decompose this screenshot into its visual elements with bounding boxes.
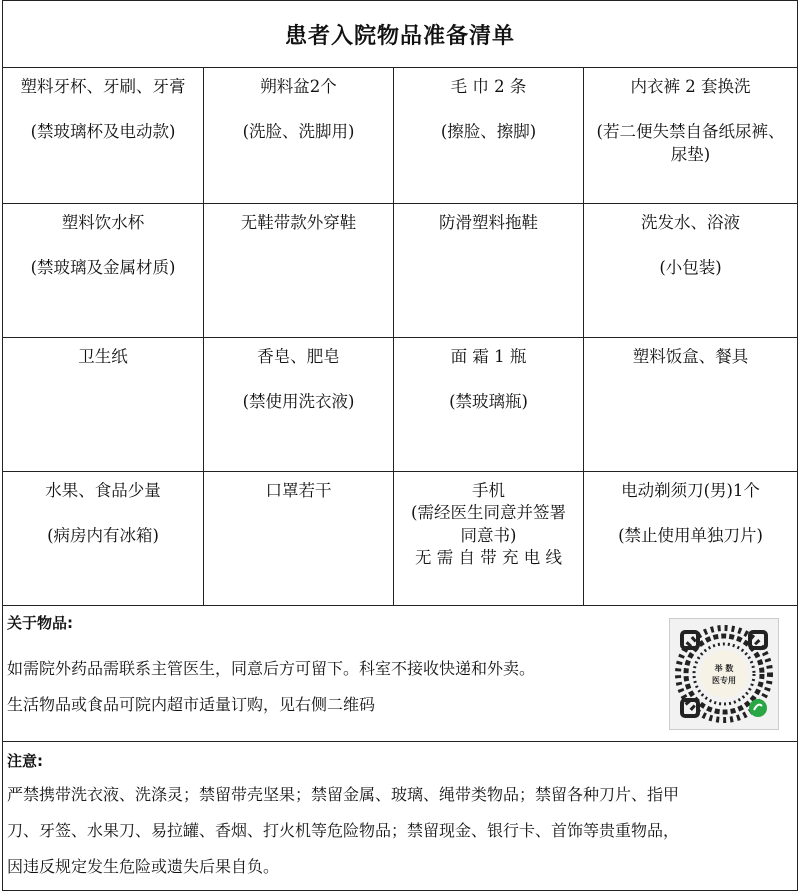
item-name: 朔料盆2个 xyxy=(260,77,337,96)
item-cell xyxy=(394,338,584,472)
item-note: (禁使用洗衣液) xyxy=(242,392,355,412)
cautions-line-1: 严禁携带洗衣液、洗涤灵；禁留带壳坚果；禁留金属、玻璃、绳带类物品；禁留各种刀片、指甲 xyxy=(7,785,680,804)
item-spacer xyxy=(394,368,583,391)
item-note: (禁玻璃瓶) xyxy=(449,392,528,412)
item-spacer xyxy=(394,98,583,121)
item-note: (若二便失禁自备纸尿裤、 xyxy=(596,122,785,142)
item-cell xyxy=(3,472,204,606)
item-name: 塑料饮水杯 xyxy=(61,213,145,232)
item-name: 水果、食品少量 xyxy=(45,481,161,500)
cautions-heading: 注意: xyxy=(7,752,43,770)
page-title: 患者入院物品准备清单 xyxy=(3,1,797,68)
item-name: 香皂、肥皂 xyxy=(257,347,340,366)
item-note: (洗脸、洗脚用) xyxy=(242,122,355,142)
item-cell xyxy=(584,338,797,472)
item-note: (小包装) xyxy=(659,258,722,278)
item-note: (禁玻璃及金属材质) xyxy=(30,258,176,278)
item-cell xyxy=(394,472,584,606)
item-spacer xyxy=(584,502,797,525)
notes-line-1: 如需院外药品需联系主管医生，同意后方可留下。科室不接收快递和外卖。 xyxy=(7,659,536,678)
item-name: 电动剃须刀(男)1个 xyxy=(621,481,760,500)
qr-label-bottom: 医专用 xyxy=(712,675,736,685)
qr-label-top: 举 数 xyxy=(714,663,734,673)
item-name: 洗发水、浴液 xyxy=(641,213,740,232)
checklist-page xyxy=(2,0,798,891)
item-cell xyxy=(394,204,584,338)
cautions-line-3: 因违反规定发生危险或遗失后果自负。 xyxy=(7,857,280,876)
cautions-line-2: 刀、牙签、水果刀、易拉罐、香烟、打火机等危险物品；禁留现金、银行卡、首饰等贵重物品， xyxy=(7,821,680,840)
item-note: (禁玻璃杯及电动款) xyxy=(30,122,176,142)
item-name: 面 霜 1 瓶 xyxy=(450,347,527,366)
item-cell xyxy=(394,68,584,204)
item-cell xyxy=(584,204,797,338)
item-name: 无鞋带款外穿鞋 xyxy=(240,213,357,232)
item-name: 塑料饭盒、餐具 xyxy=(632,347,749,366)
items-table xyxy=(3,68,797,606)
item-spacer xyxy=(3,234,203,257)
notes-heading: 关于物品: xyxy=(7,614,73,632)
item-note: (需经医生同意并签署 xyxy=(411,503,566,523)
item-cell xyxy=(204,68,394,204)
item-note: (禁止使用单独刀片) xyxy=(618,526,763,546)
item-cell xyxy=(3,204,204,338)
item-name: 卫生纸 xyxy=(78,347,128,366)
item-name: 手机 xyxy=(472,481,505,500)
qr-code-icon xyxy=(674,624,774,724)
item-cell xyxy=(584,68,797,204)
item-cell xyxy=(584,472,797,606)
mini-program-qr-code[interactable] xyxy=(669,618,779,730)
item-spacer xyxy=(3,502,203,525)
item-note: (擦脸、擦脚) xyxy=(440,122,537,142)
notes-section xyxy=(3,606,797,742)
item-spacer xyxy=(204,368,393,391)
item-name: 塑料牙杯、牙刷、牙膏 xyxy=(20,77,186,96)
item-name: 防滑塑料拖鞋 xyxy=(439,213,538,232)
item-note: (病房内有冰箱) xyxy=(47,526,159,546)
item-cell xyxy=(3,68,204,204)
item-name: 内衣裤 2 套换洗 xyxy=(630,77,751,96)
item-cell xyxy=(204,472,394,606)
item-name: 毛 巾 2 条 xyxy=(450,77,527,96)
cautions-section xyxy=(3,742,797,885)
item-cell xyxy=(204,338,394,472)
item-note: 无 需 自 带 充 电 线 xyxy=(415,547,562,567)
item-cell xyxy=(204,204,394,338)
item-spacer xyxy=(3,98,203,121)
item-note: 同意书) xyxy=(460,525,517,545)
item-note: 尿垫) xyxy=(670,144,711,164)
item-name: 口罩若干 xyxy=(265,481,332,500)
item-spacer xyxy=(204,98,393,121)
item-spacer xyxy=(584,98,797,121)
notes-line-2: 生活物品或食品可院内超市适量订购，见右侧二维码 xyxy=(7,695,376,714)
item-spacer xyxy=(584,234,797,257)
item-cell xyxy=(3,338,204,472)
